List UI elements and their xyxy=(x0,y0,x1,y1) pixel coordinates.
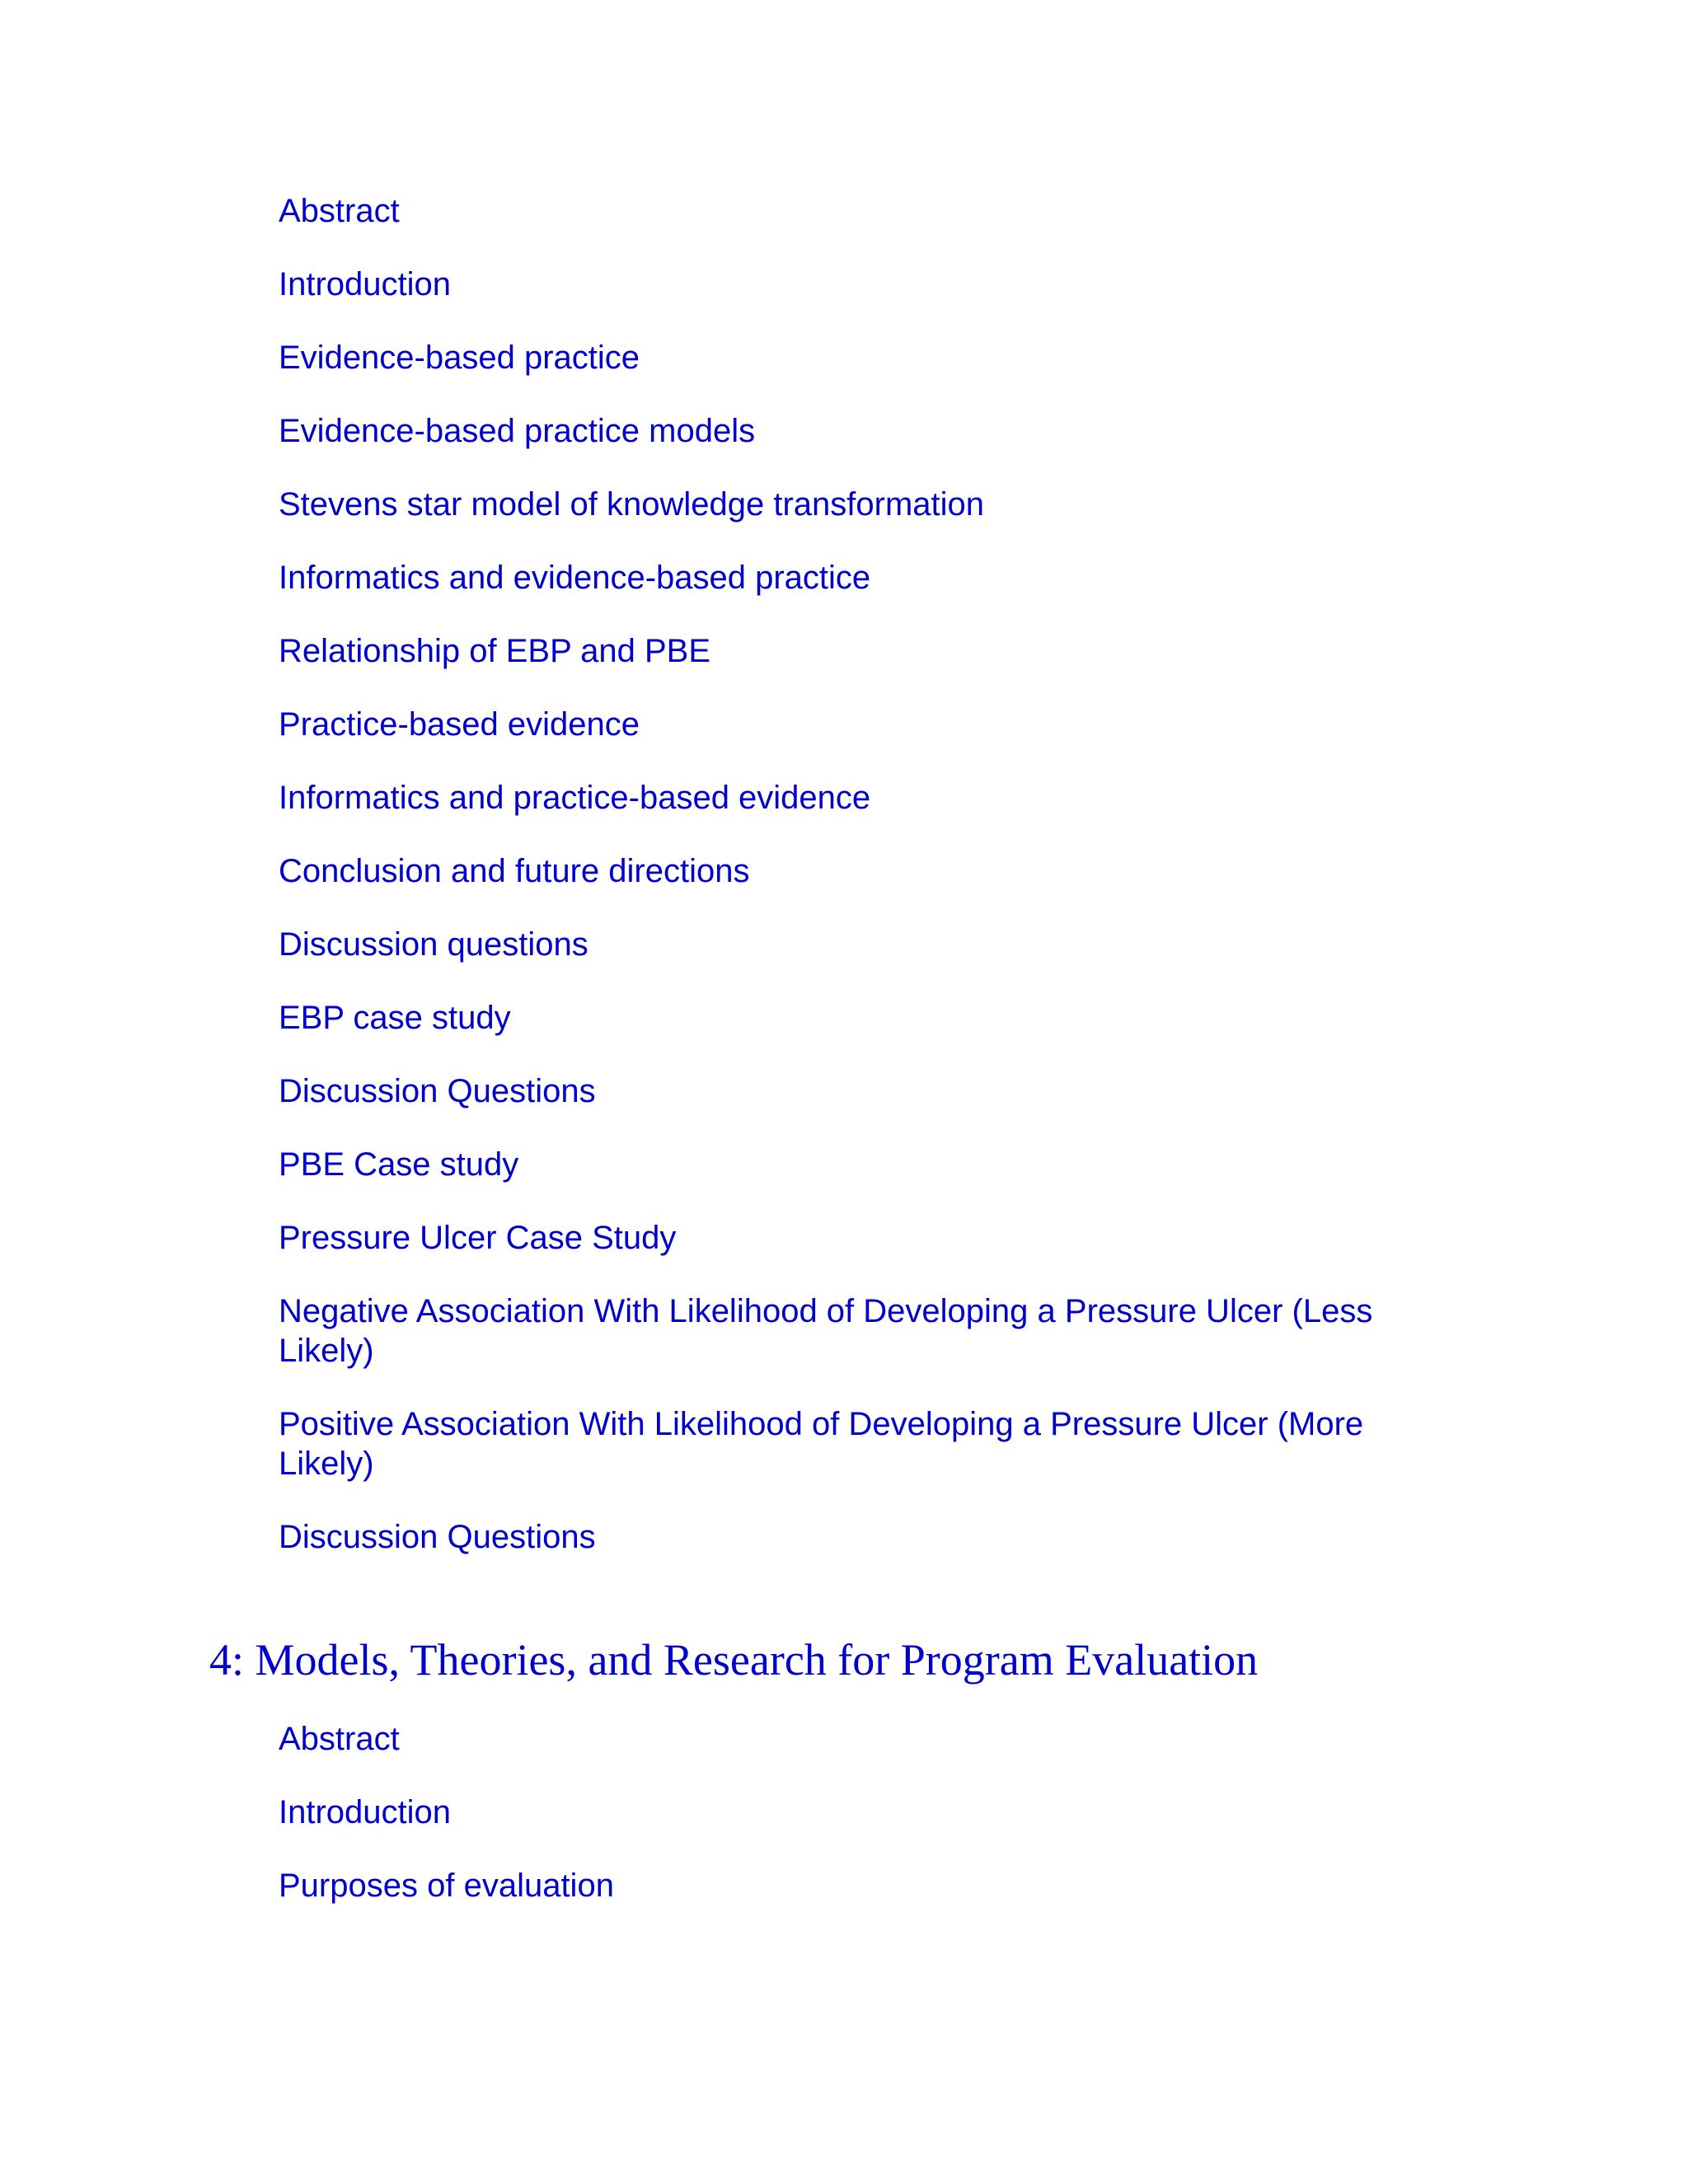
toc-link-informatics-and-pbe[interactable]: Informatics and practice-based evidence xyxy=(279,780,871,816)
toc-link-discussion-questions-pbe[interactable]: Discussion Questions xyxy=(279,1519,596,1555)
toc-link-ebp-case-study[interactable]: EBP case study xyxy=(279,1000,511,1036)
toc-link-ch4-introduction[interactable]: Introduction xyxy=(279,1794,452,1830)
chapter-4-section-list xyxy=(279,1719,1432,1939)
chapter-4-heading-link[interactable]: 4: Models, Theories, and Research for Program Evaluation xyxy=(209,1635,1259,1685)
toc-link-positive-association[interactable]: Positive Association With Likelihood of Developing a Pressure Ulcer (More Likely) xyxy=(279,1406,1364,1482)
toc-link-abstract[interactable]: Abstract xyxy=(279,193,400,229)
toc-link-ch4-abstract[interactable]: Abstract xyxy=(279,1721,400,1757)
toc-link-introduction[interactable]: Introduction xyxy=(279,266,452,302)
toc-link-discussion-questions-ebp[interactable]: Discussion Questions xyxy=(279,1073,596,1109)
toc-link-discussion-questions[interactable]: Discussion questions xyxy=(279,926,588,963)
toc-link-practice-based-evidence[interactable]: Practice-based evidence xyxy=(279,706,640,743)
toc-link-ch4-purposes-of-evaluation[interactable]: Purposes of evaluation xyxy=(279,1868,614,1904)
toc-link-pbe-case-study[interactable]: PBE Case study xyxy=(279,1146,519,1183)
toc-link-evidence-based-practice-models[interactable]: Evidence-based practice models xyxy=(279,413,756,449)
toc-link-evidence-based-practice[interactable]: Evidence-based practice xyxy=(279,340,640,376)
chapter-3-section-list xyxy=(279,191,1432,1591)
toc-link-negative-association[interactable]: Negative Association With Likelihood of Developing a Pressure Ulcer (Less Likely) xyxy=(279,1293,1373,1369)
toc-link-relationship-ebp-pbe[interactable]: Relationship of EBP and PBE xyxy=(279,633,711,669)
toc-link-stevens-star-model[interactable]: Stevens star model of knowledge transformation xyxy=(279,486,984,523)
toc-link-informatics-and-ebp[interactable]: Informatics and evidence-based practice xyxy=(279,560,871,596)
toc-link-pressure-ulcer-case-study[interactable]: Pressure Ulcer Case Study xyxy=(279,1220,677,1256)
toc-link-conclusion[interactable]: Conclusion and future directions xyxy=(279,853,750,889)
